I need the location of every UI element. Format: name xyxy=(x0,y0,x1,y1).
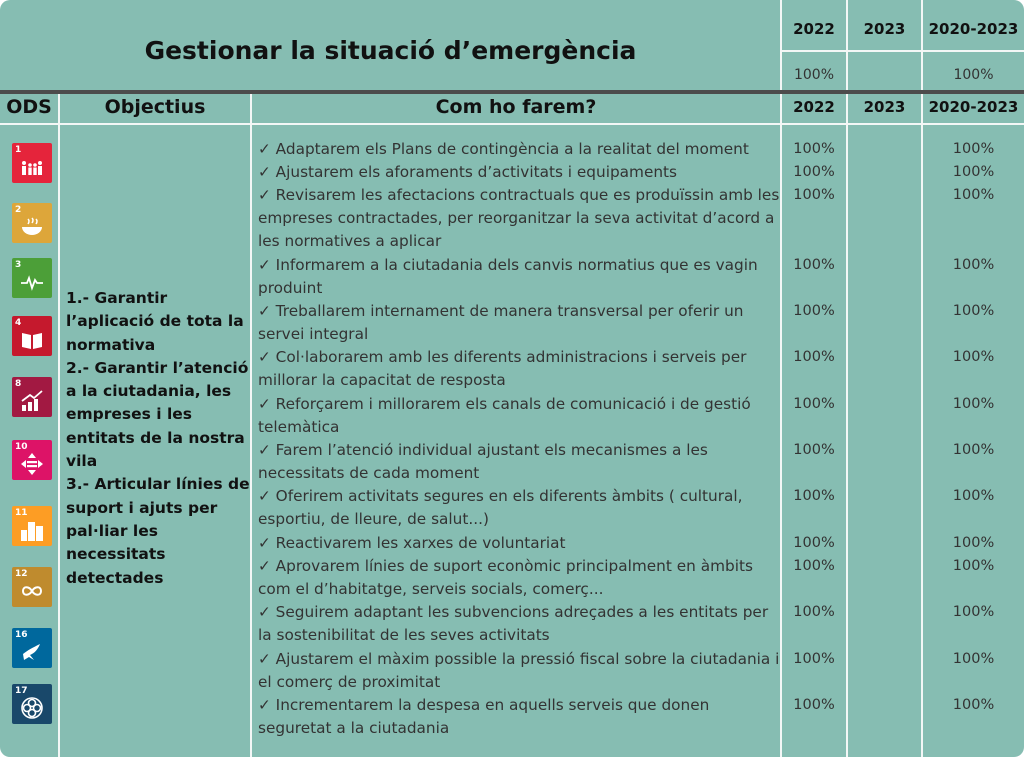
header-separator xyxy=(0,90,1024,94)
action-value-vtotal: 100% xyxy=(952,164,995,180)
dove-icon xyxy=(20,640,44,664)
action-item: ✓ Aprovarem línies de suport econòmic principalment en àmbits com el d’habitatge, serveis socials, comerç... xyxy=(258,557,753,599)
column-header-2023: 2023 xyxy=(863,98,906,116)
action-value-vtotal: 100% xyxy=(952,187,995,203)
sdg-number: 11 xyxy=(15,508,28,518)
objective-line: a la ciutadania, les xyxy=(66,382,232,401)
year-header-2023: 2023 xyxy=(863,20,906,38)
action-item: ✓ Farem l’atenció individual ajustant els mecanismes a les necessitats de cada moment xyxy=(258,441,708,483)
action-value-v2022: 100% xyxy=(793,558,835,574)
action-value-vtotal: 100% xyxy=(952,349,995,365)
objective-line: l’aplicació de tota la xyxy=(66,312,244,331)
action-item: ✓ Revisarem les afectacions contractuals que es produïssin amb les empreses contractades, per reorganitzar la seva activitat d’acord a les normatives a aplicar xyxy=(258,186,780,251)
sdg-icon xyxy=(12,684,52,724)
action-value-v2022: 100% xyxy=(793,442,835,458)
sdg-icon xyxy=(12,377,52,417)
action-item: ✓ Informarem a la ciutadania dels canvis normatius que es vagin produint xyxy=(258,256,758,298)
action-item: ✓ Col·laborarem amb les diferents administracions i serveis per millorar la capacitat de resposta xyxy=(258,348,747,390)
total-2022: 100% xyxy=(793,67,835,83)
year-header-2022: 2022 xyxy=(793,20,835,38)
action-value-v2022: 100% xyxy=(793,349,835,365)
objective-line: pal·liar les xyxy=(66,521,158,540)
action-value-v2022: 100% xyxy=(793,396,835,412)
action-value-v2022: 100% xyxy=(793,141,835,157)
action-item: ✓ Reforçarem i millorarem els canals de comunicació i de gestió telemàtica xyxy=(258,395,751,437)
action-value-vtotal: 100% xyxy=(952,396,995,412)
objective-line: entitats de la nostra xyxy=(66,428,245,447)
action-value-v2022: 100% xyxy=(793,187,835,203)
divider xyxy=(250,94,252,757)
action-value-vtotal: 100% xyxy=(952,442,995,458)
action-item: ✓ Ajustarem els aforaments d’activitats i equipaments xyxy=(258,163,678,181)
objective-line: necessitats xyxy=(66,545,166,564)
family-icon xyxy=(20,155,44,179)
sdg-icon xyxy=(12,567,52,607)
action-value-v2022: 100% xyxy=(793,535,835,551)
sdg-number: 2 xyxy=(15,205,22,215)
action-value-vtotal: 100% xyxy=(952,697,995,713)
action-value-v2022: 100% xyxy=(793,604,835,620)
action-value-vtotal: 100% xyxy=(952,257,995,273)
action-value-vtotal: 100% xyxy=(952,651,995,667)
divider xyxy=(780,50,1024,52)
objective-line: 1.- Garantir xyxy=(66,289,168,307)
sdg-icon xyxy=(12,440,52,480)
sdg-icon xyxy=(12,316,52,356)
objective-line: 2.- Garantir l’atenció xyxy=(66,358,249,377)
total-2020-2023: 100% xyxy=(953,67,994,83)
action-value-vtotal: 100% xyxy=(952,141,995,157)
equality-icon xyxy=(20,452,44,476)
sdg-number: 12 xyxy=(15,569,28,579)
column-header-2020-2023: 2020-2023 xyxy=(928,98,1019,116)
page-title: Gestionar la situació d’emergència xyxy=(144,35,637,65)
partnership-icon xyxy=(20,696,44,720)
action-value-vtotal: 100% xyxy=(952,488,995,504)
sdg-icon xyxy=(12,143,52,183)
action-value-vtotal: 100% xyxy=(952,535,995,551)
sdg-number: 10 xyxy=(15,442,28,452)
action-item: ✓ Seguirem adaptant les subvencions adreçades a les entitats per la sostenibilitat de les seves activitats xyxy=(258,603,769,645)
divider xyxy=(0,123,1024,125)
year-header-2020-2023: 2020-2023 xyxy=(928,20,1019,38)
action-value-v2022: 100% xyxy=(793,488,835,504)
action-value-vtotal: 100% xyxy=(952,558,995,574)
action-value-v2022: 100% xyxy=(793,257,835,273)
objective-line: empreses i les xyxy=(66,405,193,424)
action-item: ✓ Reactivarem les xarxes de voluntariat xyxy=(258,534,566,552)
growth-chart-icon xyxy=(20,389,44,413)
sdg-number: 8 xyxy=(15,379,22,389)
action-item: ✓ Oferirem activitats segures en els diferents àmbits ( cultural, esportiu, de lleure, de salut...) xyxy=(258,487,743,529)
buildings-icon xyxy=(20,518,44,542)
action-value-vtotal: 100% xyxy=(952,604,995,620)
action-item: ✓ Adaptarem els Plans de contingència a la realitat del moment xyxy=(258,140,749,158)
action-item: ✓ Incrementarem la despesa en aquells serveis que donen seguretat a la ciutadania xyxy=(258,696,710,738)
action-value-v2022: 100% xyxy=(793,651,835,667)
sdg-icon xyxy=(12,203,52,243)
objectives-text xyxy=(66,287,248,590)
divider xyxy=(58,94,60,757)
column-header-com-ho-farem: Com ho farem? xyxy=(435,96,597,118)
sdg-icon xyxy=(12,506,52,546)
objective-line: suport i ajuts per xyxy=(66,498,218,517)
objective-line: normativa xyxy=(66,335,156,354)
infinity-icon xyxy=(20,579,44,603)
action-value-v2022: 100% xyxy=(793,303,835,319)
action-value-vtotal: 100% xyxy=(952,303,995,319)
sdg-number: 16 xyxy=(15,630,28,640)
column-header-ods: ODS xyxy=(6,96,52,118)
objective-line: detectades xyxy=(66,568,164,587)
action-item: ✓ Treballarem internament de manera transversal per oferir un servei integral xyxy=(258,302,744,344)
objective-line: 3.- Articular línies de xyxy=(66,475,250,494)
sdg-number: 17 xyxy=(15,686,28,696)
objective-line: vila xyxy=(66,452,98,471)
book-icon xyxy=(20,328,44,352)
sdg-icon xyxy=(12,628,52,668)
heartbeat-icon xyxy=(20,270,44,294)
sdg-icon xyxy=(12,258,52,298)
sdg-number: 3 xyxy=(15,260,22,270)
action-value-v2022: 100% xyxy=(793,697,835,713)
sdg-number: 4 xyxy=(15,318,22,328)
sdg-number: 1 xyxy=(15,145,22,155)
action-item: ✓ Ajustarem el màxim possible la pressió fiscal sobre la ciutadania i el comerç de proximitat xyxy=(258,650,780,692)
bowl-icon xyxy=(20,215,44,239)
column-header-objectius: Objectius xyxy=(104,96,206,118)
column-header-2022: 2022 xyxy=(793,98,835,116)
action-value-v2022: 100% xyxy=(793,164,835,180)
